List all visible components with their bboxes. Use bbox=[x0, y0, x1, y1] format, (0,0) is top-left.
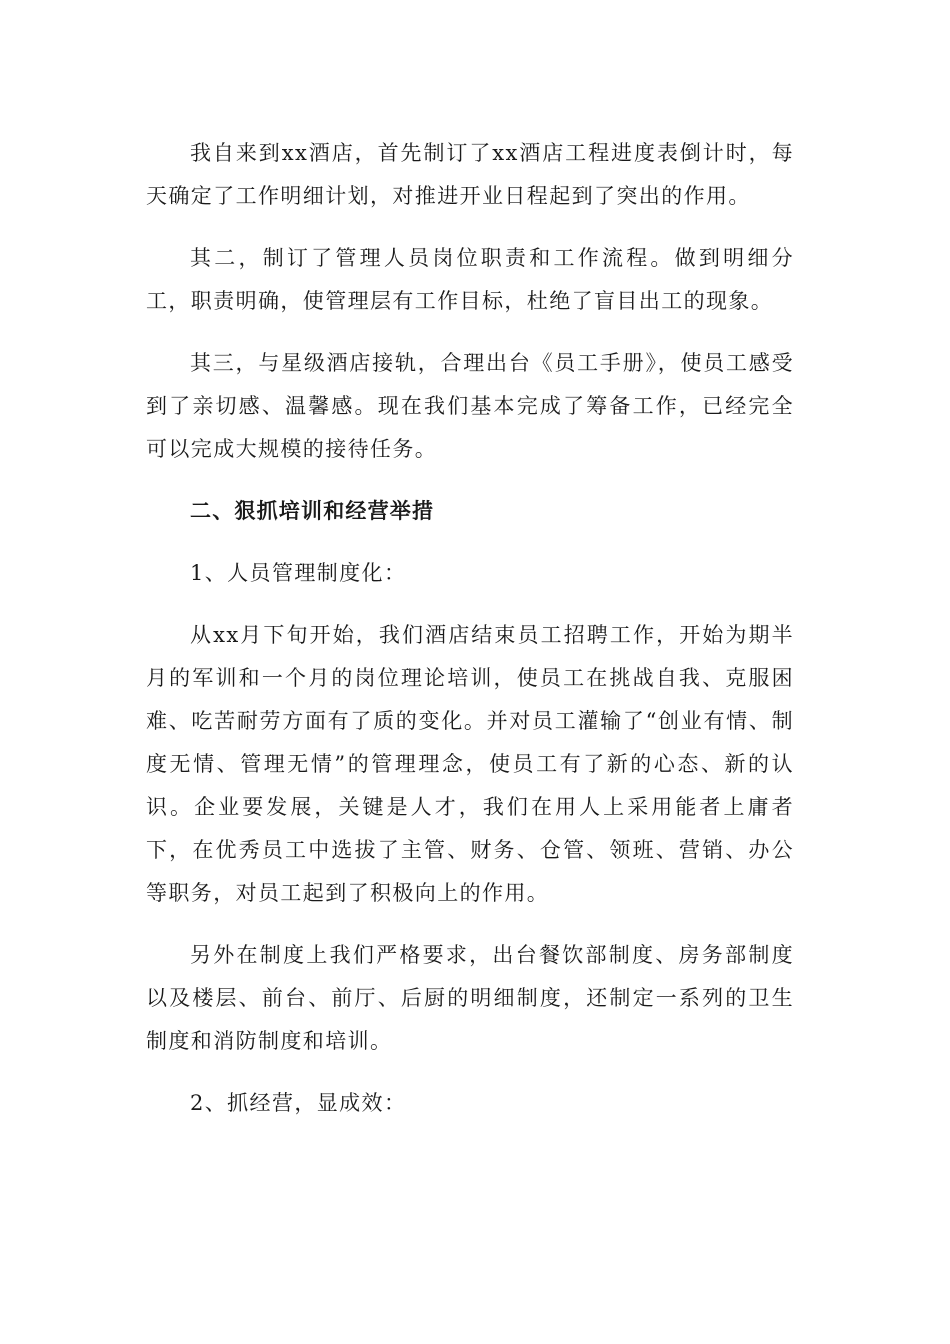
subsection-title-2: 2、抓经营，显成效： bbox=[190, 1091, 407, 1115]
paragraph-1: 我自来到xx酒店，首先制订了xx酒店工程进度表倒计时，每天确定了工作明细计划，对推进开业日程起到了突出的作用。 bbox=[146, 141, 794, 208]
paragraph-4: 从xx月下旬开始，我们酒店结束员工招聘工作，开始为期半月的军训和一个月的岗位理论培训，使员工在挑战自我、克服困难、吃苦耐劳方面有了质的变化。并对员工灌输了“创业有情、制度无情、管理无情”的管理理念，使员工有了新的心态、新的认识。企业要发展，关键是人才，我们在用人上采用能者上庸者下，在优秀员工中选拔了主管、财务、仓管、领班、营销、办公等职务，对员工起到了积极向上的作用。 bbox=[146, 623, 794, 905]
document-body bbox=[146, 132, 794, 1144]
section-heading: 二、狠抓培训和经营举措 bbox=[190, 499, 435, 523]
subsection-title-1: 1、人员管理制度化： bbox=[190, 561, 407, 585]
paragraph-5: 另外在制度上我们严格要求，出台餐饮部制度、房务部制度以及楼层、前台、前厅、后厨的明细制度，还制定一系列的卫生制度和消防制度和培训。 bbox=[146, 943, 794, 1053]
paragraph-2: 其二，制订了管理人员岗位职责和工作流程。做到明细分工，职责明确，使管理层有工作目标，杜绝了盲目出工的现象。 bbox=[146, 246, 794, 313]
paragraph-3: 其三，与星级酒店接轨，合理出台《员工手册》，使员工感受到了亲切感、温馨感。现在我们基本完成了筹备工作，已经完全可以完成大规模的接待任务。 bbox=[146, 351, 794, 461]
